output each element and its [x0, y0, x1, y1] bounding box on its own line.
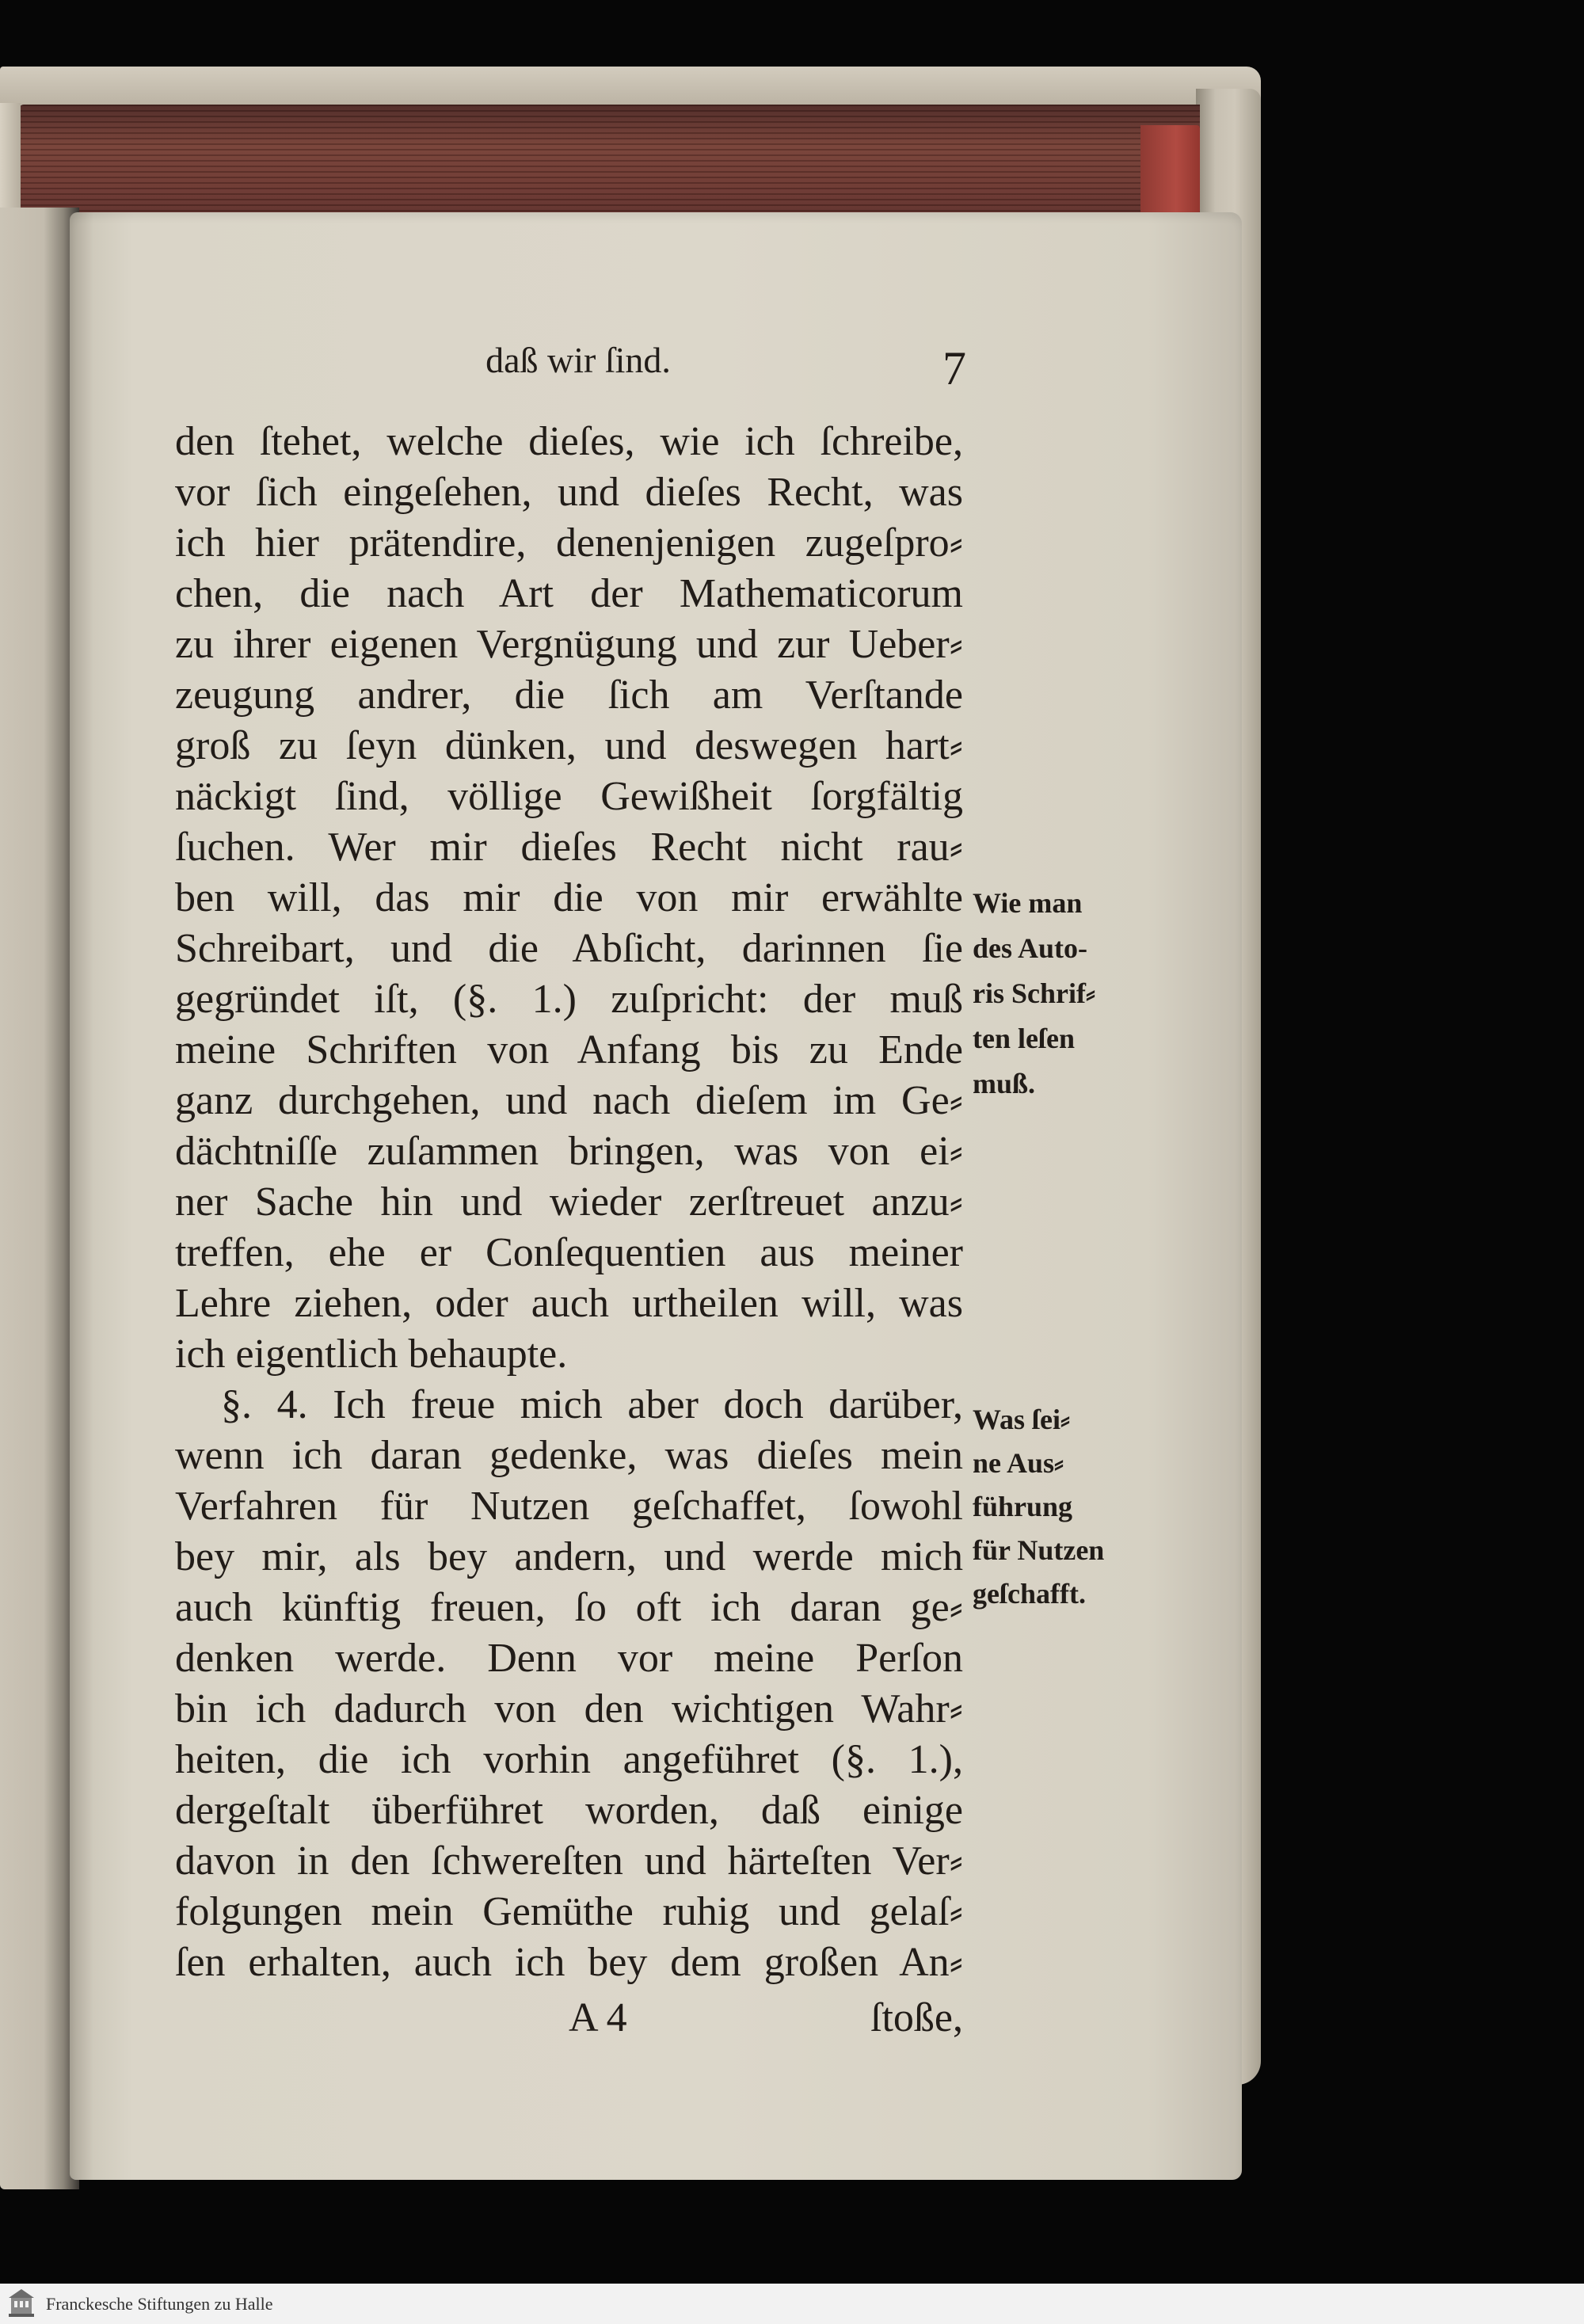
body-line: ner Sache hin und wieder zerſtreuet anzu⸗	[175, 1179, 963, 1225]
body-line: näckigt ſind, völlige Gewißheit ſorgfältig	[175, 774, 963, 819]
marginal-note-line: muß.	[973, 1068, 1036, 1099]
body-line: gegründet iſt, (§. 1.) zuſpricht: der muß	[175, 977, 963, 1022]
body-line: Verfahren für Nutzen geſchaffet, ſowohl	[175, 1484, 963, 1529]
body-line: Lehre ziehen, oder auch urtheilen will, was	[175, 1281, 963, 1326]
body-line: folgungen mein Gemüthe ruhig und gelaſ⸗	[175, 1889, 963, 1934]
marginal-note-line: geſchafft.	[973, 1578, 1086, 1610]
body-line: vor ſich eingeſehen, und dieſes Recht, was	[175, 470, 963, 515]
body-line: bin ich dadurch von den wichtigen Wahr⸗	[175, 1686, 963, 1732]
body-line: bey mir, als bey andern, und werde mich	[175, 1534, 963, 1579]
marginal-note-line: ris Schrif⸗	[973, 977, 1095, 1009]
facing-page-edge	[0, 208, 79, 2189]
archive-credit-label: Franckesche Stiftungen zu Halle	[46, 2294, 273, 2314]
archive-credit-bar	[0, 2284, 1584, 2324]
body-line: Schreibart, und die Abſicht, darinnen ſie	[175, 926, 963, 971]
catchword: ſtoße,	[870, 1995, 963, 2040]
marginal-note-line: ne Aus⸗	[973, 1447, 1064, 1479]
body-line: ich hier prätendire, denenjenigen zugeſpro⸗	[175, 520, 963, 566]
foundation-emblem-icon	[6, 2287, 36, 2320]
body-line: zeugung andrer, die ſich am Verſtande	[175, 672, 963, 718]
body-line: meine Schriften von Anfang bis zu Ende	[175, 1027, 963, 1072]
marginal-note-line: führung	[973, 1491, 1073, 1522]
body-line: heiten, die ich vorhin angeführet (§. 1.),	[175, 1737, 963, 1782]
body-line: dächtniſſe zuſammen bringen, was von ei⸗	[175, 1129, 963, 1174]
marginal-note	[973, 881, 1139, 1107]
body-line: wenn ich daran gedenke, was dieſes mein	[175, 1433, 963, 1478]
marginal-note-line: Wie man	[973, 887, 1083, 919]
body-line: treffen, ehe er Conſequentien aus meiner	[175, 1230, 963, 1275]
body-line: groß zu ſeyn dünken, und deswegen hart⸗	[175, 723, 963, 768]
page-number: 7	[942, 342, 966, 394]
body-line: ganz durchgehen, und nach dieſem im Ge⸗	[175, 1078, 963, 1123]
body-line: zu ihrer eigenen Vergnügung und zur Ueber⸗	[175, 622, 963, 667]
marginal-note-line: Was ſei⸗	[973, 1404, 1070, 1435]
signature-mark: A 4	[569, 1995, 627, 2040]
body-line: davon in den ſchwereſten und härteſten Ver⸗	[175, 1838, 963, 1884]
book-cover-left-strip	[0, 103, 21, 222]
body-line: den ſtehet, welche dieſes, wie ich ſchreibe,	[175, 419, 963, 464]
marginal-note	[973, 1398, 1139, 1616]
book-page-edges	[19, 105, 1200, 223]
body-line: ſuchen. Wer mir dieſes Recht nicht rau⸗	[175, 825, 963, 870]
marginal-note-line: für Nutzen	[973, 1534, 1105, 1566]
book-page-edges-corner	[1140, 125, 1200, 214]
running-head: daß wir ſind.	[485, 340, 671, 380]
marginal-note-line: des Auto-	[973, 932, 1088, 964]
body-line: ſen erhalten, auch ich bey dem großen An⸗	[175, 1940, 963, 1985]
body-line: dergeſtalt überführet worden, daß einige	[175, 1788, 963, 1833]
marginal-note-line: ten leſen	[973, 1023, 1075, 1054]
body-line-paragraph-end: ich eigentlich behaupte.	[175, 1332, 568, 1377]
body-line: chen, die nach Art der Mathematicorum	[175, 571, 963, 616]
body-text	[175, 417, 963, 1988]
body-line: auch künftig freuen, ſo oft ich daran ge⸗	[175, 1585, 963, 1630]
body-line-section-start: §. 4. Ich freue mich aber doch darüber,	[221, 1382, 963, 1427]
body-line: denken werde. Denn vor meine Perſon	[175, 1636, 963, 1681]
body-line: ben will, das mir die von mir erwählte	[175, 875, 963, 920]
